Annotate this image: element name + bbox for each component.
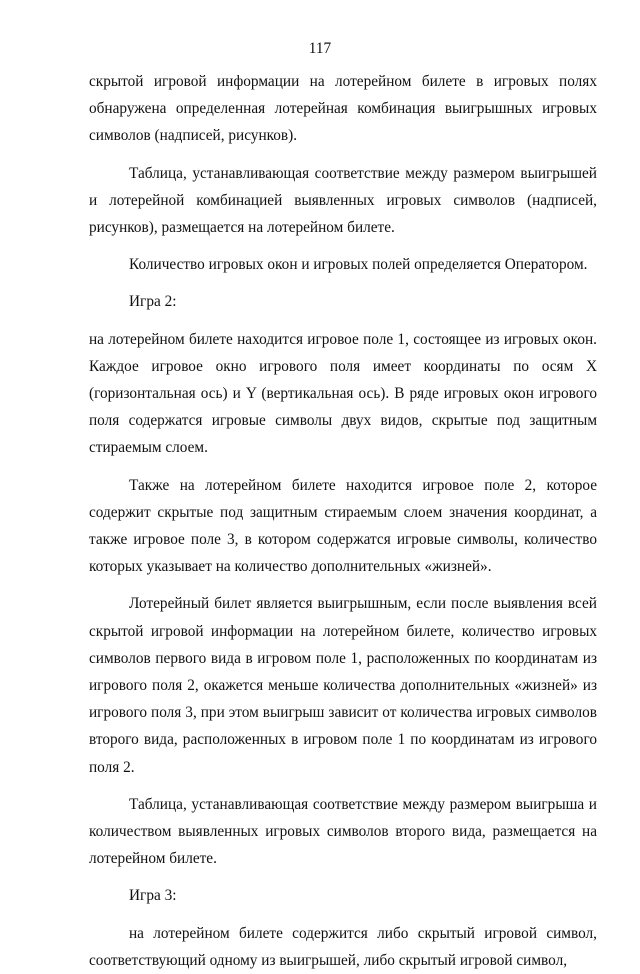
paragraph-operator: Количество игровых окон и игровых полей определяется Оператором. — [129, 256, 588, 274]
paragraph-prize-table-game1: Таблица, устанавливающая соответствие между размером выигрышей и лотерейной комбинацией выявленных игровых символов (надписей, рисунков), размещается на лотерейном билете. — [89, 164, 597, 237]
paragraph-continuation: скрытой игровой информации на лотерейном билете в игровых полях обнаружена определенная лотерейная комбинация выигрышных игровых символов (надписей, рисунков). — [89, 73, 597, 145]
paragraph-game2-fields23: Также на лотерейном билете находится игровое поле 2, которое содержит скрытые под защитным стираемым слоем значения координат, а также игровое поле 3, в котором содержатся игровые символы, количество которых указывает на количество дополнительных «жизней». — [89, 476, 597, 576]
heading-game-3: Игра 3: — [129, 887, 177, 905]
page-number: 117 — [308, 40, 332, 57]
paragraph-game3: на лотерейном билете содержится либо скрытый игровой символ, соответствующий одному из выигрышей, либо скрытый игровой символ, — [89, 924, 597, 969]
paragraph-prize-table-game2: Таблица, устанавливающая соответствие между размером выигрыша и количеством выявленных игровых символов второго вида, размещается на лотерейном билете. — [89, 795, 597, 868]
paragraph-game2-winning: Лотерейный билет является выигрышным, если после выявления всей скрытой игровой информации на лотерейном билете, количество игровых символов первого вида в игровом поле 1, расположенных по координатам из игрового поля 2, окажется меньше количества дополнительных «жизней» из игрового поля 3, при этом выигрыш зависит от количества игровых символов второго вида, расположенных в игровом поле 1 по координатам из игрового поля 2. — [89, 595, 597, 776]
heading-game-2: Игра 2: — [129, 293, 177, 311]
document-body — [89, 68, 597, 974]
paragraph-game2-field1: на лотерейном билете находится игровое поле 1, состоящее из игровых окон. Каждое игровое окно игрового поля имеет координаты по осям X (горизонтальная ось) и Y (вертикальная ось). В ряде игровых окон игрового поля содержатся игровые символы двух видов, скрытые под защитным стираемым слоем. — [89, 330, 597, 457]
